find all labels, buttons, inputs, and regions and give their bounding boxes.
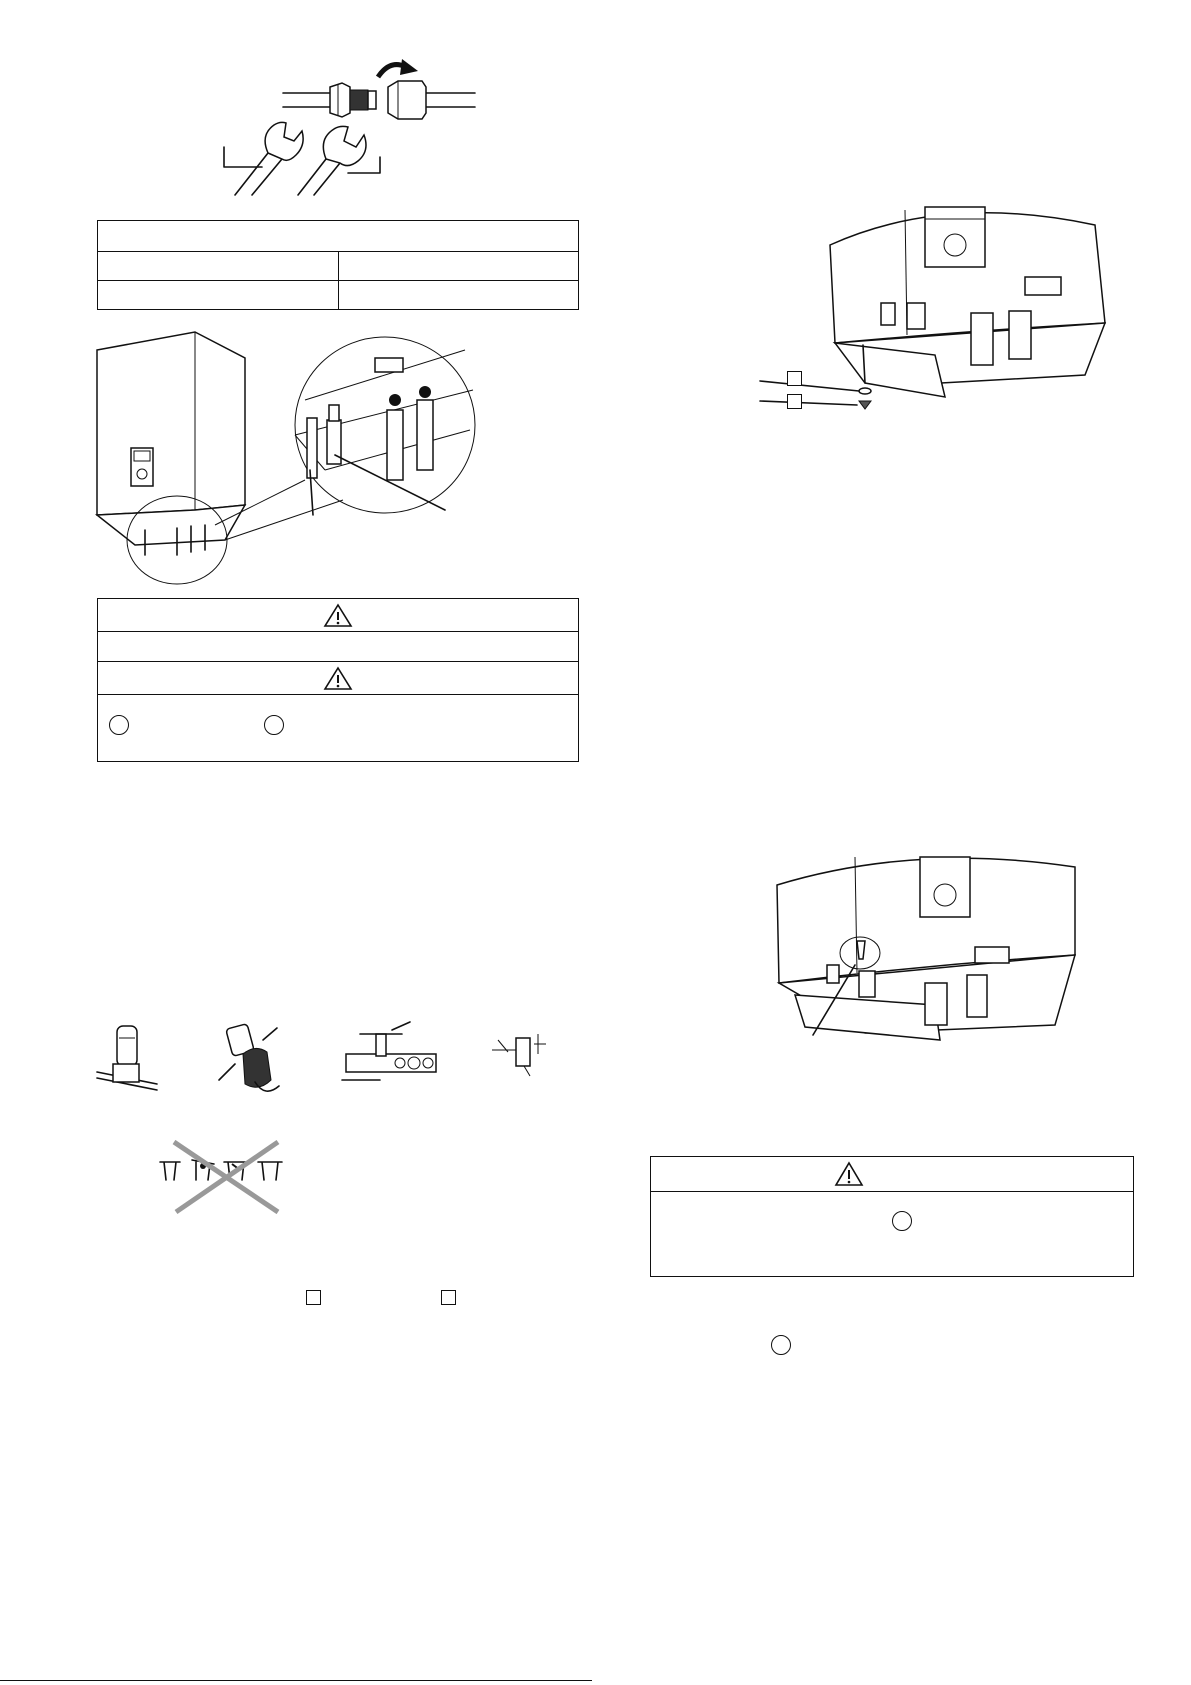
- item-marker-square: [787, 394, 802, 409]
- item-marker-circle: [771, 1335, 791, 1355]
- wrench-icon: [298, 126, 366, 195]
- footer-rule: [0, 1680, 592, 1681]
- item-marker-circle: [892, 1211, 912, 1231]
- rotate-arrow-icon: [378, 59, 418, 77]
- item-marker-square: [787, 371, 802, 386]
- boiler-bottom-view-illustration: [785, 205, 1115, 435]
- pipe-wrench-illustration: [230, 55, 490, 200]
- warning-triangle-icon: [323, 666, 353, 691]
- wrench-icon: [235, 122, 303, 195]
- boiler-bottom-view-illustration-2: [775, 855, 1105, 1055]
- item-marker-circle: [109, 715, 129, 735]
- warning-triangle-icon: [323, 603, 353, 628]
- item-marker-circle: [264, 715, 284, 735]
- flare-dimension-illustration: [488, 1030, 548, 1080]
- warning-triangle-icon: [834, 1161, 864, 1187]
- torque-table: [97, 220, 579, 310]
- caution-box: [97, 598, 579, 662]
- item-marker-square: [306, 1290, 321, 1305]
- deburring-illustration: [215, 1020, 295, 1100]
- caution-box: [97, 661, 579, 762]
- pipe-cutter-illustration: [95, 1020, 165, 1090]
- caution-box: [650, 1156, 1134, 1277]
- flaring-tool-illustration: [340, 1020, 440, 1090]
- boiler-connection-illustration: [95, 330, 495, 580]
- item-marker-square: [441, 1290, 456, 1305]
- incorrect-flare-examples: [158, 1140, 288, 1215]
